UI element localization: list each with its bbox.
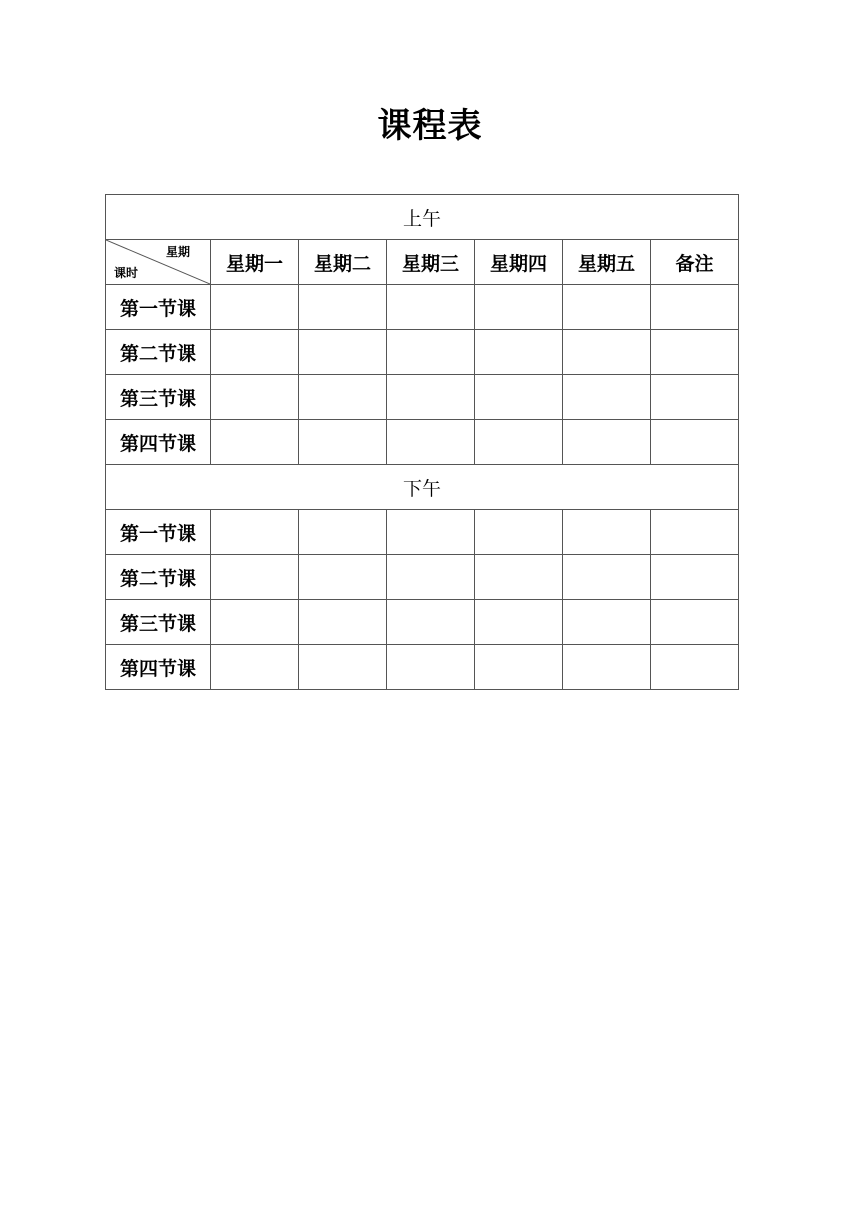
table-cell — [299, 285, 387, 330]
table-cell — [299, 555, 387, 600]
table-cell — [563, 510, 651, 555]
table-cell — [563, 285, 651, 330]
table-cell — [475, 600, 563, 645]
column-header-tuesday: 星期二 — [299, 240, 387, 285]
table-row — [106, 330, 739, 375]
table-cell — [299, 600, 387, 645]
table-cell — [651, 645, 739, 690]
table-cell — [299, 420, 387, 465]
table-cell — [651, 375, 739, 420]
table-cell — [475, 330, 563, 375]
table-cell — [387, 375, 475, 420]
table-cell — [387, 510, 475, 555]
table-cell — [475, 645, 563, 690]
page-title: 课程表 — [377, 106, 483, 146]
column-header-monday: 星期一 — [211, 240, 299, 285]
weekday-header-row — [106, 240, 739, 285]
table-cell — [211, 420, 299, 465]
row-label: 第四节课 — [106, 645, 211, 690]
table-cell — [563, 420, 651, 465]
table-cell — [563, 645, 651, 690]
table-cell — [299, 330, 387, 375]
column-header-friday: 星期五 — [563, 240, 651, 285]
table-cell — [651, 600, 739, 645]
table-cell — [299, 375, 387, 420]
morning-header-row — [106, 195, 739, 240]
row-label: 第一节课 — [106, 285, 211, 330]
table-cell — [299, 645, 387, 690]
table-cell — [651, 420, 739, 465]
row-label: 第三节课 — [106, 375, 211, 420]
table-cell — [563, 330, 651, 375]
table-cell — [563, 600, 651, 645]
table-cell — [211, 330, 299, 375]
table-row — [106, 600, 739, 645]
table-cell — [387, 285, 475, 330]
table-cell — [651, 555, 739, 600]
column-header-wednesday: 星期三 — [387, 240, 475, 285]
row-label: 第二节课 — [106, 555, 211, 600]
table-cell — [475, 420, 563, 465]
row-label: 第三节课 — [106, 600, 211, 645]
table-cell — [475, 285, 563, 330]
table-cell — [387, 555, 475, 600]
table-cell — [475, 510, 563, 555]
table-cell — [387, 645, 475, 690]
table-cell — [211, 645, 299, 690]
afternoon-header-row — [106, 465, 739, 510]
table-cell — [211, 375, 299, 420]
table-row — [106, 375, 739, 420]
table-cell — [563, 375, 651, 420]
table-cell — [475, 555, 563, 600]
table-cell — [387, 330, 475, 375]
table-cell — [211, 285, 299, 330]
corner-weekday-label: 星期 — [165, 245, 190, 259]
table-cell — [651, 510, 739, 555]
table-row — [106, 285, 739, 330]
table-cell — [475, 375, 563, 420]
table-row — [106, 510, 739, 555]
table-cell — [211, 600, 299, 645]
row-label: 第四节课 — [106, 420, 211, 465]
schedule-table — [105, 194, 739, 690]
table-cell — [563, 555, 651, 600]
row-label: 第一节课 — [106, 510, 211, 555]
table-cell — [651, 330, 739, 375]
row-label: 第二节课 — [106, 330, 211, 375]
table-cell — [211, 555, 299, 600]
morning-header: 上午 — [106, 195, 739, 240]
table-cell — [387, 420, 475, 465]
afternoon-header: 下午 — [106, 465, 739, 510]
corner-header-cell — [106, 240, 211, 285]
corner-period-label: 课时 — [114, 266, 139, 280]
table-row — [106, 555, 739, 600]
table-cell — [651, 285, 739, 330]
table-row — [106, 645, 739, 690]
table-cell — [387, 600, 475, 645]
table-cell — [299, 510, 387, 555]
table-row — [106, 420, 739, 465]
column-header-thursday: 星期四 — [475, 240, 563, 285]
table-cell — [211, 510, 299, 555]
column-header-notes: 备注 — [651, 240, 739, 285]
